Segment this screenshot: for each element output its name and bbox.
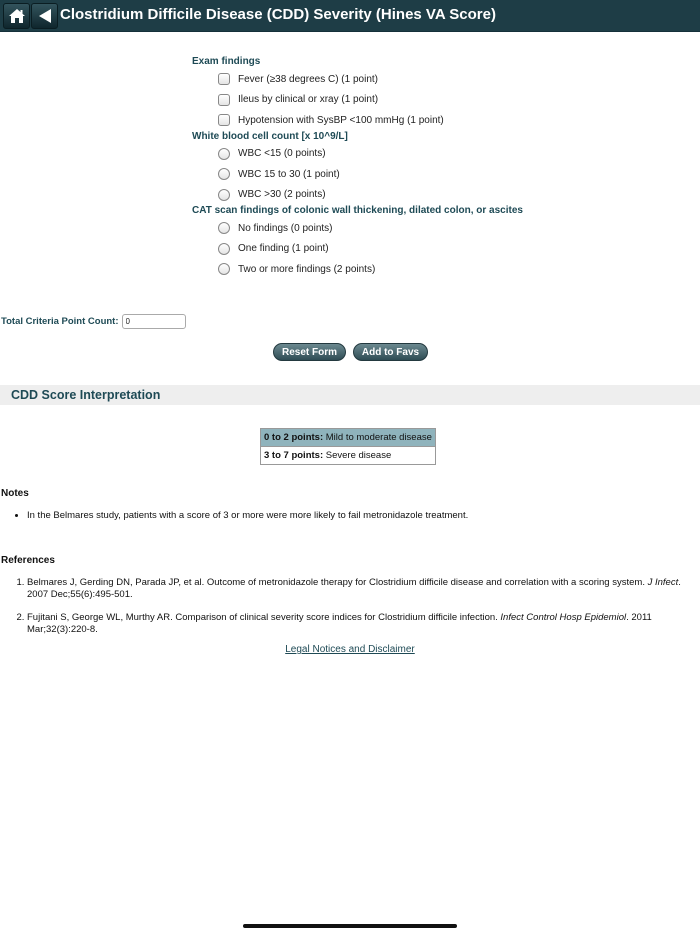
table-row [261,447,436,465]
interpretation-section-header [0,385,700,405]
home-indicator-bar[interactable] [243,924,457,928]
legal-footer [0,644,700,655]
references-list [1,577,697,647]
interpretation-table [260,428,436,465]
radio-button[interactable] [218,148,230,160]
option-cat-none[interactable] [192,218,523,239]
option-label: Hypotension with SysBP <100 mmHg (1 point) [238,114,444,126]
total-points-field[interactable] [122,314,186,329]
back-button[interactable] [31,3,58,29]
option-fever[interactable] [192,69,523,90]
option-label: No findings (0 points) [238,222,333,234]
option-label: Ileus by clinical or xray (1 point) [238,94,379,106]
radio-button[interactable] [218,222,230,234]
option-hypotension[interactable] [192,110,523,131]
option-label: One finding (1 point) [238,243,329,255]
option-cat-one[interactable] [192,239,523,260]
group-label-exam-findings: Exam findings [192,56,261,67]
radio-button[interactable] [218,168,230,180]
list-item: 1. Belmares J, Gerding DN, Parada JP, et al. Outcome of metronidazole therapy for Clostridium difficile disease and correlation with a scoring system. J Infect. 2007 Dec;55(6):495-501. [27,577,697,601]
back-arrow-icon [37,8,53,24]
radio-button[interactable] [218,189,230,201]
score-range: 0 to 2 points: Mild to moderate disease [264,432,432,443]
notes-list [1,510,468,521]
add-to-favs-button[interactable]: Add to Favs [353,343,428,361]
radio-button[interactable] [218,263,230,275]
page-title: Clostridium Difficile Disease (CDD) Severity (Hines VA Score) [60,6,496,23]
score-range: 3 to 7 points: Severe disease [261,447,436,465]
option-cat-two-plus[interactable] [192,259,523,280]
option-wbc-lt15[interactable] [192,144,523,165]
group-label-cat-scan: CAT scan findings of colonic wall thickening, dilated colon, or ascites [192,205,523,216]
option-label: Fever (≥38 degrees C) (1 point) [238,73,378,85]
list-item: 2. Fujitani S, George WL, Murthy AR. Comparison of clinical severity score indices for Clostridium difficile infection. Infect Control Hosp Epidemiol. 2011 Mar;32(3):220-8. [27,612,697,636]
legal-notices-link[interactable]: Legal Notices and Disclaimer [285,644,415,655]
checkbox[interactable] [218,73,230,85]
criteria-form [192,56,523,280]
group-label-wbc: White blood cell count [x 10^9/L] [192,130,348,142]
total-points-label: Total Criteria Point Count: [1,316,119,327]
option-label: WBC 15 to 30 (1 point) [238,168,340,180]
checkbox[interactable] [218,94,230,106]
radio-button[interactable] [218,243,230,255]
notes-heading: Notes [1,488,29,499]
top-bar [0,0,700,32]
references-heading: References [1,555,55,566]
checkbox[interactable] [218,114,230,126]
option-ileus[interactable] [192,90,523,111]
home-icon [8,8,26,24]
home-button[interactable] [3,3,30,29]
option-wbc-15-30[interactable] [192,164,523,185]
table-row [261,429,436,447]
total-points-row [1,314,186,329]
option-label: WBC >30 (2 points) [238,189,326,201]
section-title: CDD Score Interpretation [11,388,161,402]
list-item: • In the Belmares study, patients with a score of 3 or more were more likely to fail metronidazole treatment. [27,510,468,521]
reset-form-button[interactable]: Reset Form [273,343,346,361]
option-wbc-gt30[interactable] [192,185,523,206]
option-label: Two or more findings (2 points) [238,263,376,275]
option-label: WBC <15 (0 points) [238,148,326,160]
